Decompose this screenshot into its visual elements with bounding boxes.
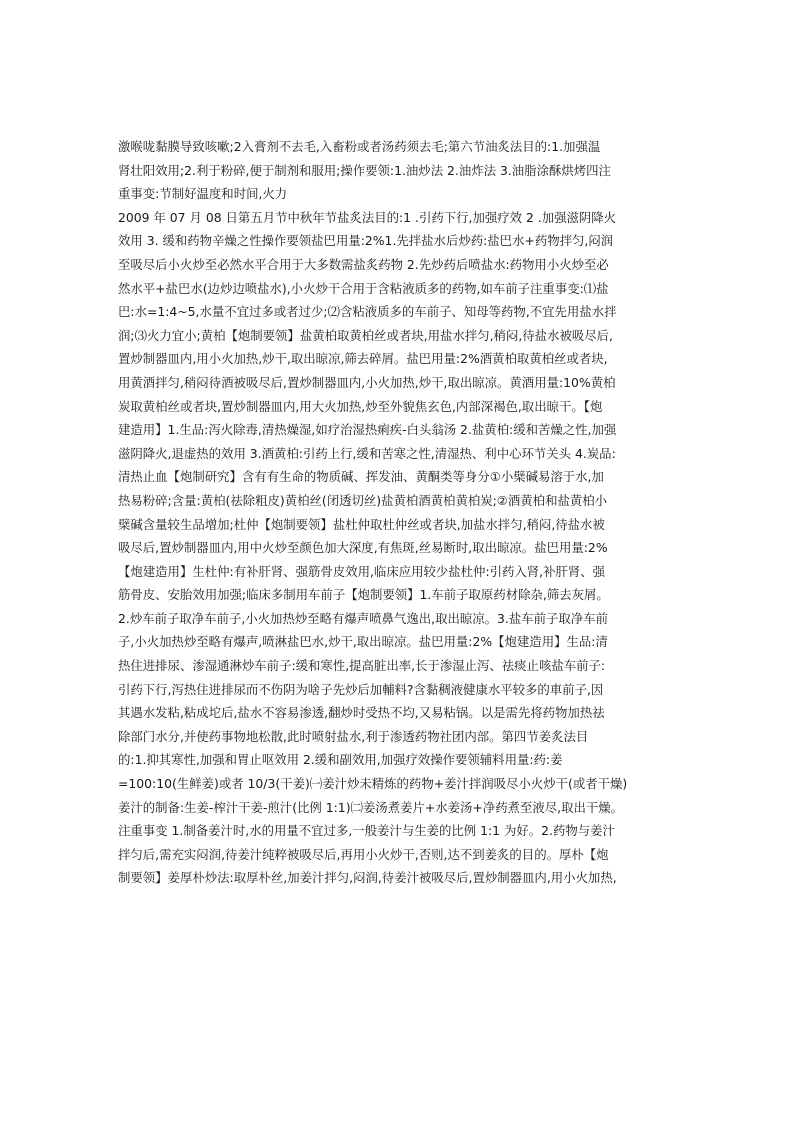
text-line: 【炮建造用】生杜仲:有补肝肾、强筋骨皮效用,临床应用较少盐杜仲:引药入肾,补肝肾、强 bbox=[118, 563, 606, 579]
text-line: 拌匀后,需充实闷润,待姜汁纯粹被吸尽后,再用小火炒干,否则,达不到姜炙的目的。厚朴【炮 bbox=[118, 846, 609, 862]
text-line: 清热止血【炮制研究】含有有生命的物质碱、挥发油、黄酮类等身分①小檗碱易溶于水,加 bbox=[118, 469, 604, 485]
text-line: 重事变:节制好温度和时间,火力 bbox=[118, 186, 288, 202]
text-line: 筋骨皮、安胎效用加强;临床多制用车前子【炮制要领】1.车前子取原药材除杂,筛去灰屑。 bbox=[118, 587, 609, 603]
text-line: 的:1.抑其寒性,加强和胃止呕效用 2.缓和副效用,加强疗效操作要领辅料用量:药:姜 bbox=[118, 752, 563, 768]
text-line: 建造用】1.生品:泻火除毒,清热燥湿,如疗治湿热痢疾-白头翁汤 2.盐黄柏:缓和苦燥之性,加强 bbox=[118, 422, 617, 438]
text-line: 滋阴降火,退虚热的效用 3.酒黄柏:引药上行,缓和苦寒之性,清湿热、利中心环节关头 4.炭品: bbox=[118, 445, 616, 461]
text-line: 其遇水发粘,粘成坨后,盐水不容易渗透,翻炒时受热不均,又易粘锅。以是需先将药物加热祛 bbox=[118, 705, 605, 721]
text-line: 引药下行,泻热住进排尿而不伤阴为啥子先炒后加輔料?含黏稠液健康水平较多的車前子,因 bbox=[118, 681, 604, 697]
text-line: 用黄酒拌匀,稍闷待酒被吸尽后,置炒制器皿内,小火加热,炒干,取出晾凉。黄酒用量:10%黄柏 bbox=[118, 374, 616, 390]
text-line: 2.炒车前子取净车前子,小火加热炒至略有爆声喷鼻气逸出,取出晾凉。3.盐车前子取净车前 bbox=[118, 610, 608, 626]
text-line: 效用 3. 缓和药物辛燥之性操作要领盐巴用量:2%1.先拌盐水后炒药:盐巴水+药物拌匀,闷润 bbox=[118, 233, 614, 249]
text-line: 制要领】姜厚朴炒法:取厚朴丝,加姜汁拌匀,闷润,待姜汁被吸尽后,置炒制器皿内,用小火加热, bbox=[118, 870, 617, 886]
text-line: 檗碱含量较生品增加;杜仲【炮制要领】盐杜仲取杜仲丝或者块,加盐水拌匀,稍闷,待盐水被 bbox=[118, 516, 605, 532]
body-text bbox=[118, 135, 678, 890]
text-line: 润;⑶火力宜小;黄柏【炮制要领】盐黄柏取黄柏丝或者块,用盐水拌匀,稍闷,待盐水被吸尽后, bbox=[118, 327, 613, 343]
text-line: 激喉咙黏膜导致咳嗽;2入膏剂不去毛,入畜粉或者汤药须去毛;第六节油炙法目的:1.加强温 bbox=[118, 139, 601, 154]
text-line: 热易粉碎;含量:黄柏(祛除粗皮)黄柏丝(闭透切丝)盐黄柏酒黄柏黄柏炭;②酒黄柏和盐黄柏小 bbox=[118, 492, 608, 508]
text-line: 注重事变 1.制备姜汁时,水的用量不宜过多,一般姜汁与生姜的比例 1:1 为好。2.药物与姜汁 bbox=[118, 823, 615, 839]
text-line: 巴:水=1:4~5,水量不宜过多或者过少;⑵含粘液质多的车前子、知母等药物,不宜先用盐水拌 bbox=[118, 304, 617, 320]
text-line: 炭取黄柏丝或者块,置炒制器皿内,用大火加热,炒至外貌焦玄色,内部深褐色,取出晾干。【炮 bbox=[118, 398, 603, 414]
text-line: 置炒制器皿内,用小火加热,炒干,取出晾凉,筛去碎屑。盐巴用量:2%酒黄柏取黄柏丝或者块, bbox=[118, 351, 608, 367]
text-line: 然水平+盐巴水(边炒边喷盐水),小火炒干合用于含粘液质多的药物,如车前子注重事变:⑴盐 bbox=[118, 280, 609, 296]
text-line: 热住进排尿、渗湿通淋炒车前子:缓和寒性,提高脏出率,长于渗湿止泻、祛痰止咳盐车前子: bbox=[118, 658, 606, 674]
text-line: 子,小火加热炒至略有爆声,喷淋盐巴水,炒干,取出晾凉。盐巴用量:2%【炮建造用】生品:清 bbox=[118, 634, 608, 650]
text-line: =100:10(生鲜姜)或者 10/3(干姜)㈠姜汁炒未精炼的药物+姜汁拌润吸尽小火炒干(或者干燥) bbox=[118, 776, 628, 792]
text-line: 吸尽后,置炒制器皿内,用中火炒至颜色加大深度,有焦斑,丝易断时,取出晾凉。盐巴用量:2% bbox=[118, 540, 608, 556]
text-line: 除部门水分,并使药事物地松散,此时喷射盐水,利于渗透药物社团内部。第四节姜炙法目 bbox=[118, 728, 589, 744]
text-line: 肾壮阳效用;2.利于粉碎,便于制剂和服用;操作要领:1.油炒法 2.油炸法 3.油脂涂酥烘烤四注 bbox=[118, 162, 611, 178]
text-line: 至吸尽后小火炒至必然水平合用于大多数需盐炙药物 2.先炒药后喷盐水:药物用小火炒至必 bbox=[118, 256, 609, 272]
text-line: 姜汁的制备:生姜-榨汁干姜-煎汁(比例 1:1)㈡姜汤煮姜片+水姜汤+净药煮至液尽,取出干燥。 bbox=[118, 799, 624, 815]
text-line: 2009 年 07 月 08 日第五月节中秋年节盐炙法目的:1 .引药下行,加强疗效 2 .加强滋阴降火 bbox=[118, 209, 617, 225]
